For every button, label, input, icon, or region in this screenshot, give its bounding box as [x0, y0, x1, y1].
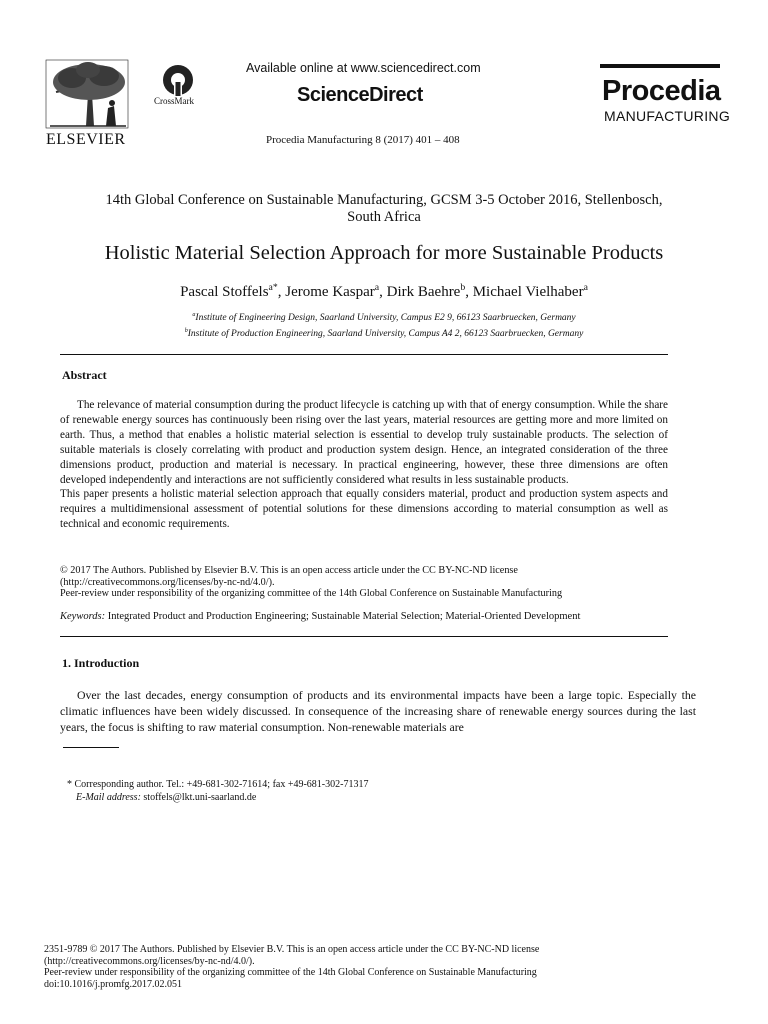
- author-affiliation-mark: a: [583, 282, 588, 293]
- author-separator: ,: [277, 284, 286, 300]
- license-link[interactable]: (http://creativecommons.org/licenses/by-nc-nd/4.0/).: [60, 576, 275, 588]
- author-name: Michael Vielhaber: [472, 284, 584, 300]
- doi[interactable]: doi:10.1016/j.promfg.2017.02.051: [44, 978, 183, 990]
- section-heading: 1. Introduction: [62, 656, 140, 670]
- keywords: [60, 611, 700, 622]
- keywords-label: Keywords:: [60, 611, 106, 622]
- page-footer: [44, 944, 684, 990]
- journal-logo-title: Procedia: [602, 75, 721, 107]
- footnote-divider: [63, 747, 119, 748]
- author-name: Dirk Baehre: [386, 284, 461, 300]
- keywords-text: Integrated Product and Production Engineering; Sustainable Material Selection; Material-Oriented Development: [105, 611, 581, 622]
- journal-logo-bar: [600, 64, 720, 68]
- introduction-paragraph: Over the last decades, energy consumption of products and its environmental impacts have been a large topic. Especially the climatic influences have been widely discussed. In consequence of the increasing share of renewable energy sources during the last years, the focus is shifting to raw material consumption. Non-renewable materials are: [60, 688, 696, 735]
- footer-peer-review: Peer-review under responsibility of the organizing committee of the 14th Global Conference on Sustainable Manufacturing: [44, 967, 537, 979]
- author-name: Jerome Kaspar: [285, 284, 375, 300]
- email-label: E-Mail address:: [76, 791, 141, 803]
- crossmark-label: CrossMark: [154, 96, 194, 106]
- footnote: [67, 779, 368, 804]
- conference-line-2: South Africa: [347, 209, 421, 226]
- paper-title: Holistic Material Selection Approach for more Sustainable Products: [104, 242, 664, 264]
- email-line: [67, 792, 368, 805]
- email-address[interactable]: stoffels@lkt.uni-saarland.de: [140, 791, 257, 803]
- author-affiliation-mark: a*: [268, 282, 278, 293]
- abstract-heading: Abstract: [62, 368, 107, 382]
- affiliation-mark: a: [192, 311, 196, 318]
- author-list: [40, 284, 728, 301]
- footer-license-link[interactable]: (http://creativecommons.org/licenses/by-nc-nd/4.0/).: [44, 955, 255, 967]
- introduction-body: [60, 687, 696, 736]
- author-affiliation-mark: a: [374, 282, 380, 293]
- corresponding-author: * Corresponding author. Tel.: +49-681-302-71614; fax +49-681-302-71317: [67, 779, 369, 790]
- conference-line-1: 14th Global Conference on Sustainable Manufacturing, GCSM 3-5 October 2016, Stellenbosch,: [105, 192, 663, 208]
- elsevier-wordmark: ELSEVIER: [46, 131, 126, 148]
- license-notice: [60, 565, 680, 600]
- affiliation-a: [40, 313, 728, 323]
- abstract-paragraph: This paper presents a holistic material selection approach that equally considers material, product and production system aspects and requires a multidimensional assessment of potential solutions for these dimensions according to material consumption as well as technical and economic requirements.: [60, 488, 668, 531]
- available-online-text: Available online at www.sciencedirect.com: [246, 61, 481, 75]
- journal-citation: Procedia Manufacturing 8 (2017) 401 – 408: [266, 134, 460, 146]
- author-affiliation-mark: b: [460, 282, 466, 293]
- journal-logo-subtitle: MANUFACTURING: [604, 108, 731, 124]
- author-separator: ,: [379, 284, 387, 300]
- sciencedirect-wordmark[interactable]: ScienceDirect: [297, 84, 423, 106]
- affiliation-mark: b: [184, 327, 188, 334]
- abstract-paragraph: The relevance of material consumption during the product lifecycle is catching up with that of energy consumption. While the share of renewable energy sources has continuously been rising over the last years, material resources are getting more and more limited on earth. Thus, a method that enables a holistic material selection is essential to develop truly sustainable products. The selection of suitable materials is closely correlating with product and production system design. Hence, an integrated consideration of the three dimensions product, production and material is necessary. In practical engineering, however, these three dimensions are often developed independently and interactions are not sufficiently considered what results in less sustainable products.: [60, 399, 668, 486]
- license-line: Peer-review under responsibility of the organizing committee of the 14th Global Conference on Sustainable Manufacturing: [60, 588, 563, 599]
- author-separator: ,: [465, 284, 473, 300]
- divider: [60, 636, 668, 637]
- divider: [60, 354, 668, 355]
- license-line: © 2017 The Authors. Published by Elsevier B.V. This is an open access article under the CC BY-NC-ND license: [60, 565, 518, 576]
- author-name: Pascal Stoffels: [180, 284, 269, 300]
- affiliation-text: Institute of Production Engineering, Saarland University, Campus A4 2, 66123 Saarbruecken, Germany: [187, 329, 584, 339]
- affiliation-b: [40, 329, 728, 339]
- abstract-body: [60, 398, 668, 532]
- footer-license-line: 2351-9789 © 2017 The Authors. Published by Elsevier B.V. This is an open access article under the CC BY-NC-ND license: [44, 944, 540, 955]
- conference-name: [60, 192, 708, 227]
- affiliation-text: Institute of Engineering Design, Saarland University, Campus E2 9, 66123 Saarbruecken, Germany: [195, 313, 576, 323]
